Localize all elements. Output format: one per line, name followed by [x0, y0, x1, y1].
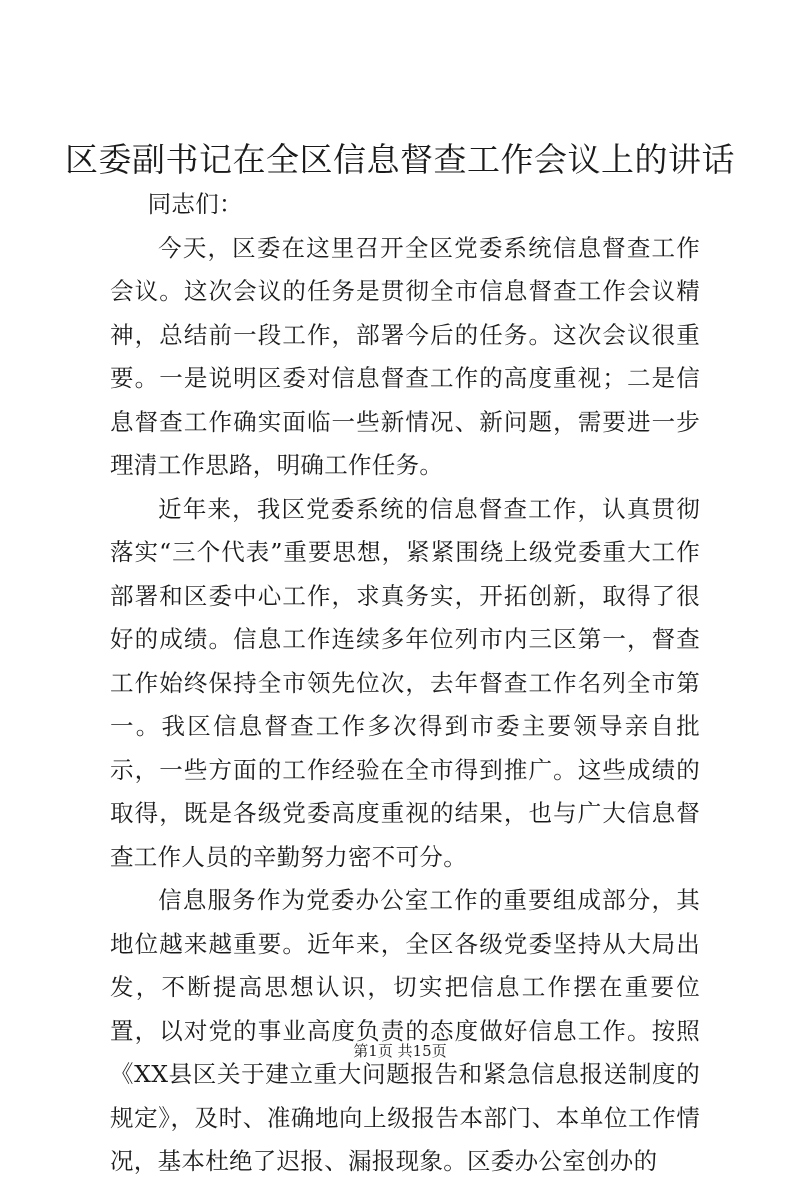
paragraph-1: 今天，区委在这里召开全区党委系统信息督查工作会议。这次会议的任务是贯彻全市信息督查工作会议精神，总结前一段工作，部署今后的任务。这次会议很重要。一是说明区委对信息督查工作的高度重视；二是信息督查工作确实面临一些新情况、新问题，需要进一步理清工作思路，明确工作任务。 — [110, 233, 700, 479]
salutation: 同志们： — [147, 190, 243, 218]
paragraph-2: 近年来，我区党委系统的信息督查工作，认真贯彻落实“三个代表”重要思想，紧紧围绕上级党委重大工作部署和区委中心工作，求真务实，开拓创新，取得了很好的成绩。信息工作连续多年位列市内三区第一，督查工作始终保持全市领先位次，去年督查工作名列全市第一。我区信息督查工作多次得到市委主要领导亲自批示，一些方面的工作经验在全市得到推广。这些成绩的取得，既是各级党委高度重视的结果，也与广大信息督查工作人员的辛勤努力密不可分。 — [110, 494, 700, 871]
document-body — [110, 183, 700, 1184]
document-title: 区委副书记在全区信息督查工作会议上的讲话 — [65, 140, 735, 179]
paragraph-3: 信息服务作为党委办公室工作的重要组成部分，其地位越来越重要。近年来，全区各级党委坚持从大局出发，不断提高思想认识，切实把信息工作摆在重要位置，以对党的事业高度负责的态度做好信息工作。按照《XX县区关于建立重大问题报告和紧急信息报送制度的规定》，及时、准确地向上级报告本部门、本单位工作情况，基本杜绝了迟报、漏报现象。区委办公室创办的 — [110, 886, 700, 1175]
page-footer: 第1页 共15页 — [353, 1042, 447, 1060]
